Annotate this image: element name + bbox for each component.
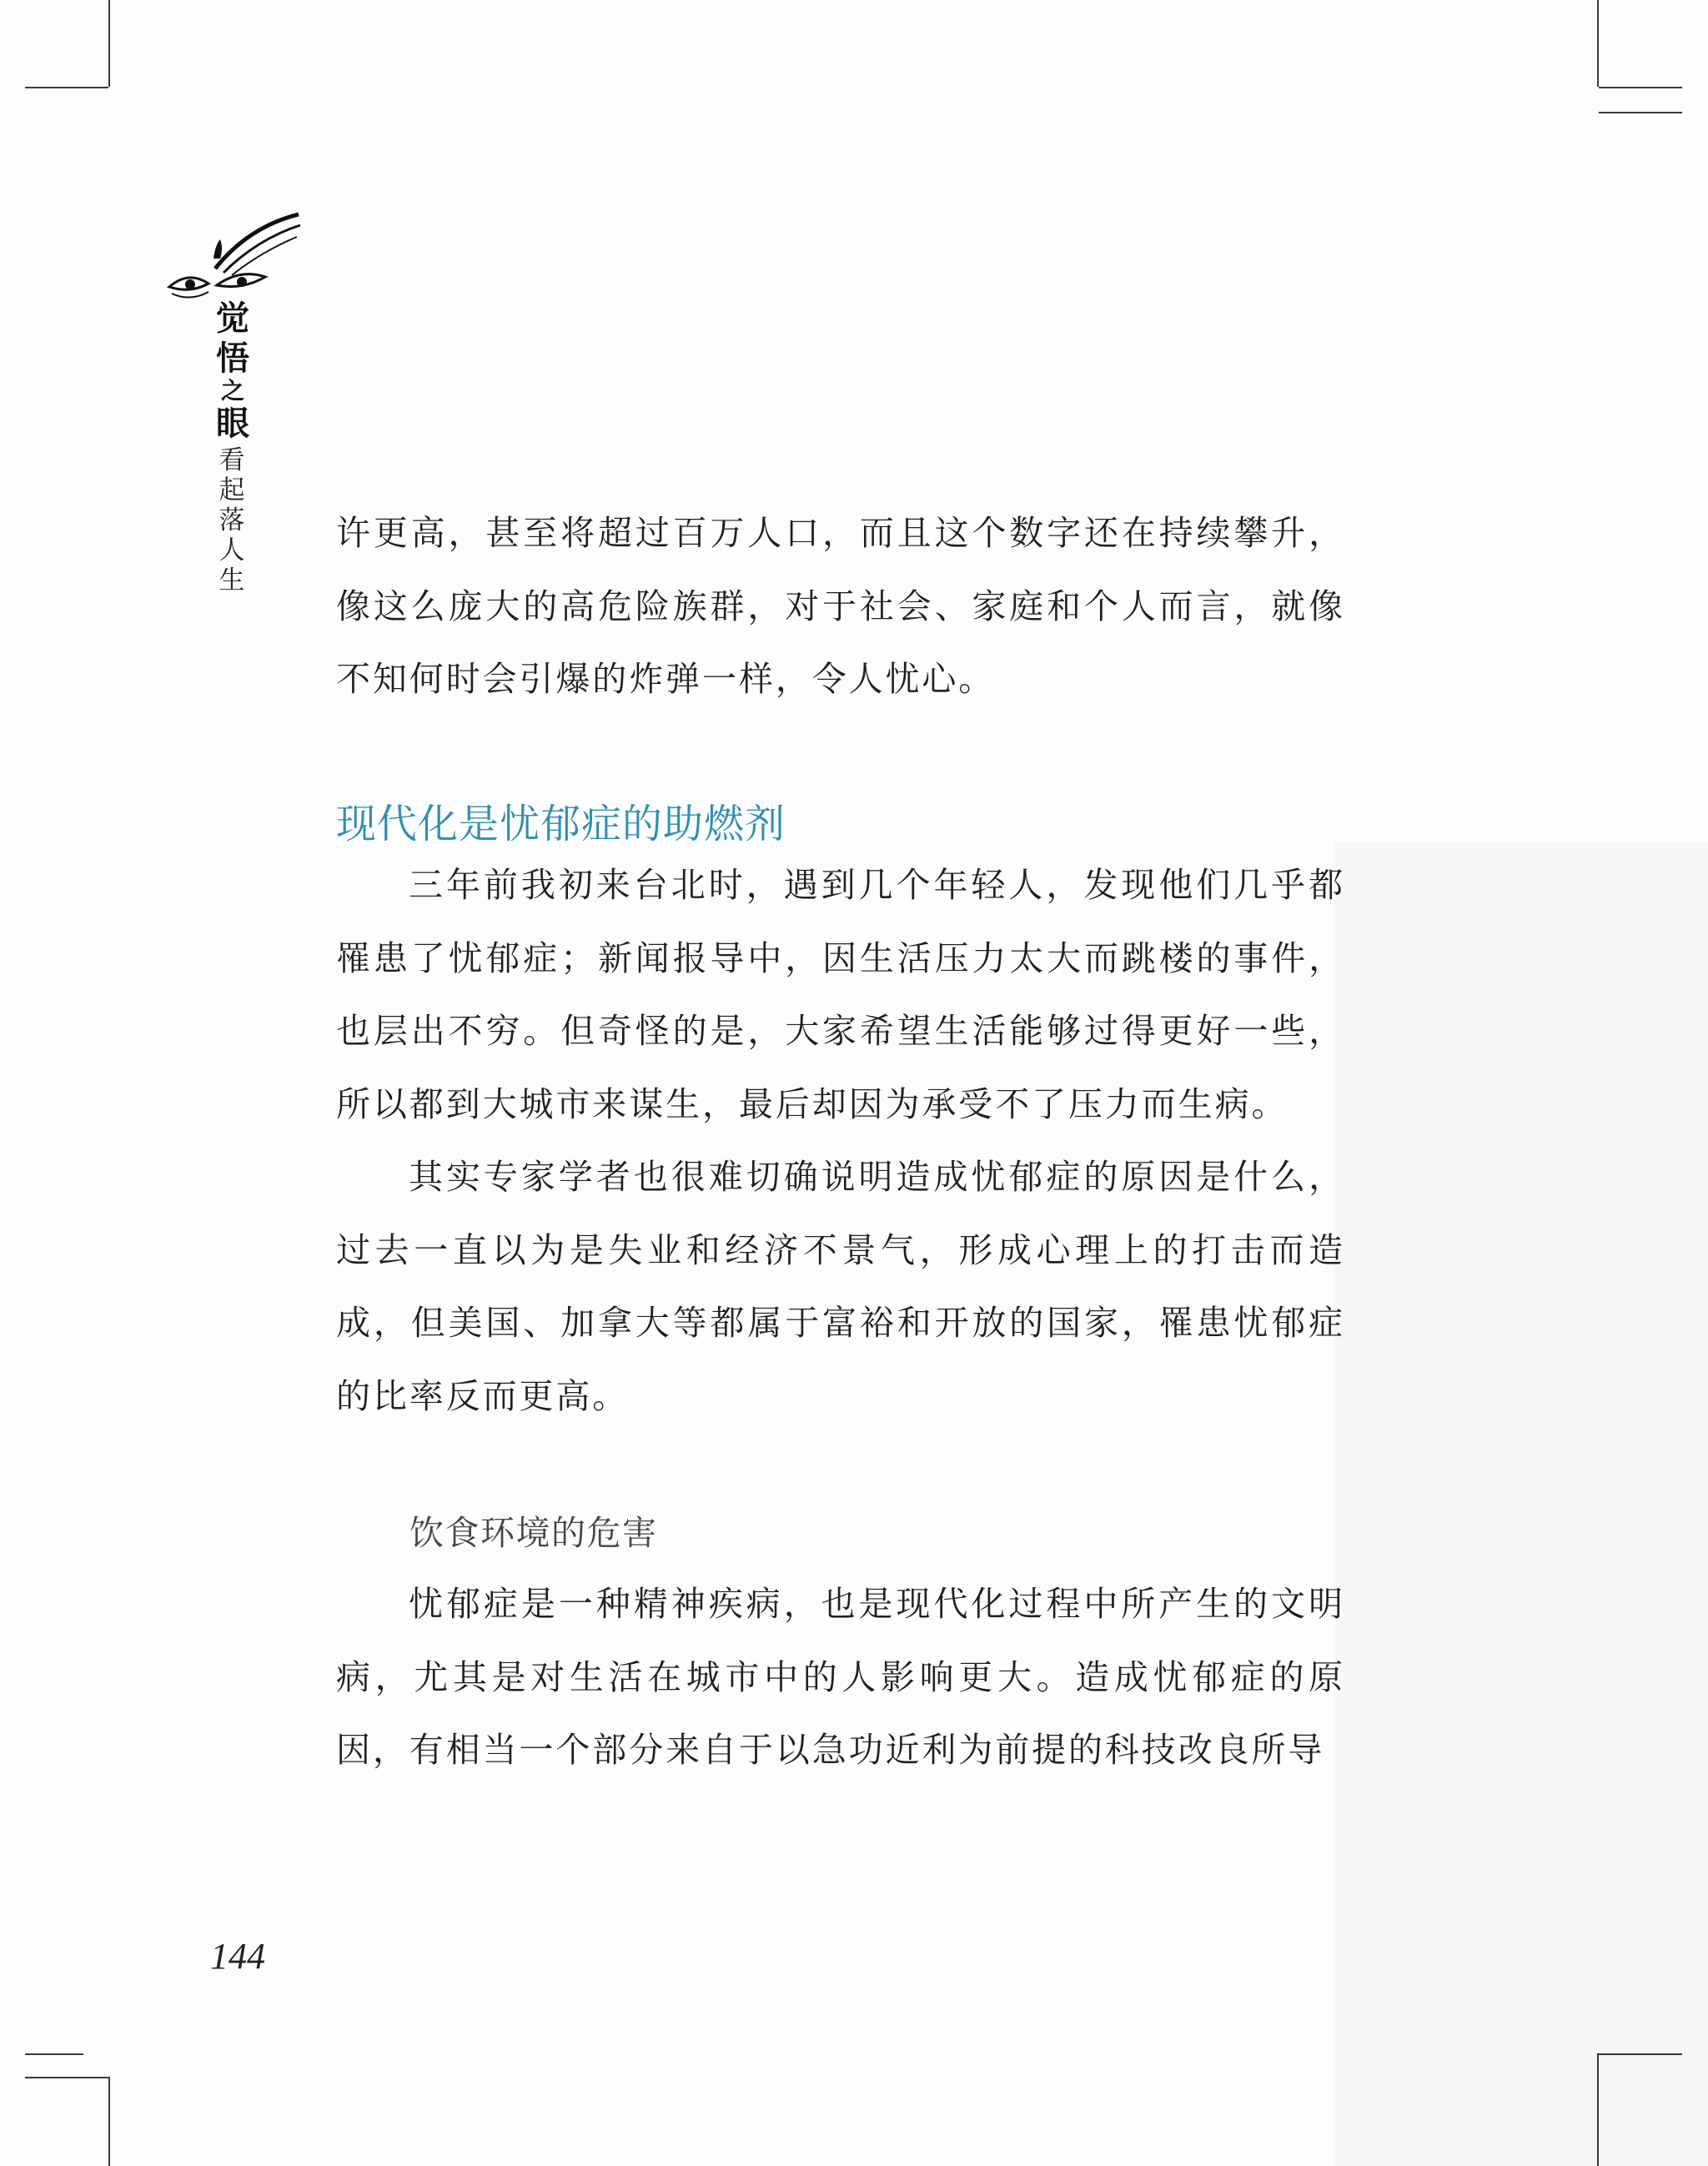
subtitle-char: 落 — [219, 505, 245, 535]
section-heading: 现代化是忧郁症的助燃剂 — [336, 801, 786, 847]
title-char: 悟 — [216, 339, 249, 378]
body-paragraph: 忧郁症是一种精神疾病，也是现代化过程中所产生的文明病，尤其是对生活在城市中的人影响更大。造成忧郁症的原因，有相当一个部分来自于以急功近利为前提的科技改良所导 — [336, 1584, 1345, 1770]
body-paragraph: 其实专家学者也很难切确说明造成忧郁症的原因是什么，过去一直以为是失业和经济不景气，形成心理上的打击而造成，但美国、加拿大等都属于富裕和开放的国家，罹患忧郁症的比率反而更高。 — [336, 1157, 1345, 1416]
book-subtitle-vertical — [215, 445, 249, 596]
intro-block — [336, 497, 1345, 716]
intro-paragraph: 许更高，甚至将超过百万人口，而且这个数字还在持续攀升，像这么庞大的高危险族群，对于社会、家庭和个人而言，就像不知何时会引爆的炸弹一样，令人忧心。 — [336, 513, 1345, 699]
title-char: 眼 — [216, 405, 249, 443]
subtitle-char: 生 — [219, 565, 245, 596]
subsection-heading: 饮食环境的危害 — [409, 1513, 658, 1553]
title-char: 觉 — [216, 299, 249, 338]
subtitle-char: 人 — [219, 535, 245, 565]
enlightenment-eyes-icon — [165, 210, 303, 310]
body-paragraph: 三年前我初来台北时，遇到几个年轻人，发现他们几乎都罹患了忧郁症；新闻报导中，因生活压力太大而跳楼的事件，也层出不穷。但奇怪的是，大家希望生活能够过得更好一些，所以都到大城市来谋生，最后却因为承受不了压力而生病。 — [336, 865, 1345, 1124]
subtitle-char: 看 — [219, 445, 245, 475]
page-number: 144 — [210, 1936, 265, 1977]
subtitle-char: 起 — [219, 475, 245, 505]
page-shading — [1334, 842, 1708, 2166]
subsection-body — [336, 1568, 1345, 1787]
book-title-vertical — [213, 299, 253, 444]
section-body — [336, 849, 1345, 1433]
title-char: 之 — [220, 377, 244, 405]
